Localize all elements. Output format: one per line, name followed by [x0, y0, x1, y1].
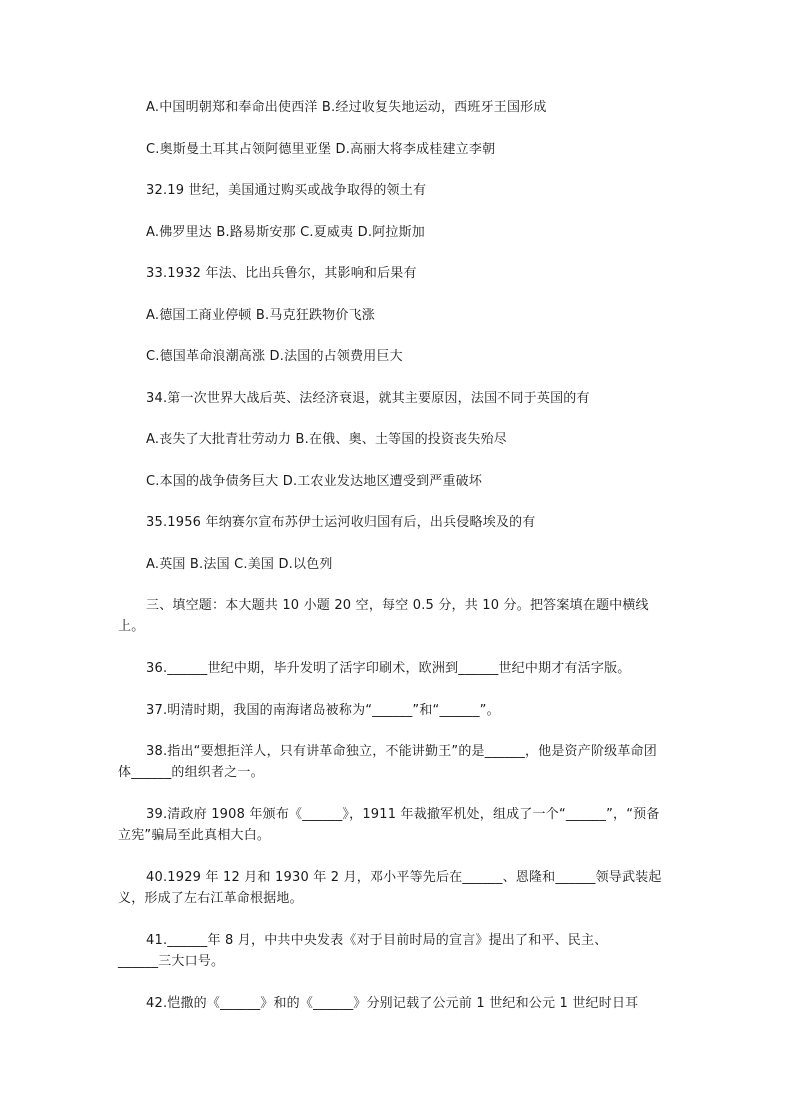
question-32: 32.19 世纪，美国通过购买或战争取得的领土有	[146, 183, 427, 198]
question-36: 36.______世纪中期，毕升发明了活字印刷术，欧洲到______世纪中期才有活字版。	[146, 661, 631, 676]
question-40: 40.1929 年 12 月和 1930 年 2 月，邓小平等先后在______、恩隆和______领导武装起义，形成了左右江革命根据地。	[118, 870, 662, 906]
question-35: 35.1956 年纳赛尔宣布苏伊士运河收归国有后，出兵侵略埃及的有	[146, 515, 536, 530]
option-line: A.佛罗里达 B.路易斯安那 C.夏威夷 D.阿拉斯加	[146, 225, 425, 240]
question-33: 33.1932 年法、比出兵鲁尔，其影响和后果有	[146, 266, 417, 281]
question-34: 34.第一次世界大战后英、法经济衰退，就其主要原因，法国不同于英国的有	[146, 391, 590, 406]
question-37: 37.明清时期，我国的南海诸岛被称为“______”和“______”。	[146, 703, 500, 718]
question-41: 41.______年 8 月，中共中央发表《对于目前时局的宣言》提出了和平、民主、______三大口号。	[118, 933, 608, 969]
question-39: 39.清政府 1908 年颁布《______》，1911 年裁撤军机处，组成了一个“______”，“预备立宪”骗局至此真相大白。	[118, 807, 660, 843]
section-heading: 三、填空题：本大题共 10 小题 20 空，每空 0.5 分，共 10 分。把答案填在题中横线上。	[118, 598, 649, 634]
option-line: A.中国明朝郑和奉命出使西洋 B.经过收复失地运动，西班牙王国形成	[146, 100, 547, 115]
question-38: 38.指出“要想拒洋人，只有讲革命独立，不能讲勤王”的是______，他是资产阶级革命团体______的组织者之一。	[118, 744, 657, 780]
option-line: C.奥斯曼土耳其占领阿德里亚堡 D.高丽大将李成桂建立李朝	[146, 142, 496, 157]
option-line: C.本国的战争债务巨大 D.工农业发达地区遭受到严重破坏	[146, 474, 483, 489]
question-42: 42.恺撒的《______》和的《______》分别记载了公元前 1 世纪和公元 1 世纪时日耳	[146, 996, 639, 1011]
option-line: A.英国 B.法国 C.美国 D.以色列	[146, 557, 333, 572]
option-line: A.德国工商业停顿 B.马克狂跌物价飞涨	[146, 308, 375, 323]
option-line: A.丧失了大批青壮劳动力 B.在俄、奥、土等国的投资丧失殆尽	[146, 432, 507, 447]
option-line: C.德国革命浪潮高涨 D.法国的占领费用巨大	[146, 349, 403, 364]
